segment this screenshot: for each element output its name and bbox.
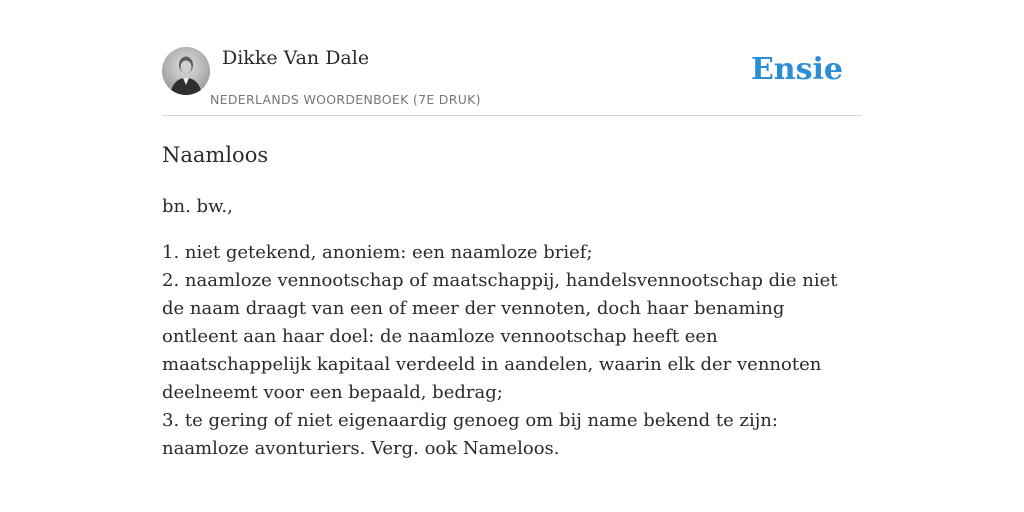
definition-item: 1. niet getekend, anoniem: een naamloze brief; [162,242,593,263]
entry-header [162,46,862,116]
author-portrait-icon [162,47,210,95]
part-of-speech: bn. bw., [162,196,233,217]
entry-title: Naamloos [162,143,269,167]
author-avatar[interactable] [162,47,210,95]
definition-item: 3. te gering of niet eigenaardig genoeg om bij name bekend te zijn: naamloze avonturiers. Verg. ook Nameloos. [162,410,778,459]
definition-item: 2. naamloze vennootschap of maatschappij, handelsvennootschap die niet de naam draagt van een of meer der vennoten, doch haar benaming ontleent aan haar doel: de naamloze vennootschap heeft een maatschappelijk kapitaal verdeeld in aandelen, waarin elk der vennoten deelneemt voor een bepaald, bedrag; [162,270,838,403]
source-label[interactable]: NEDERLANDS WOORDENBOEK (7E DRUK) [210,92,481,107]
ensie-logo[interactable]: Ensie [750,52,843,87]
definition-list [162,239,862,463]
author-name[interactable]: Dikke Van Dale [222,47,370,69]
